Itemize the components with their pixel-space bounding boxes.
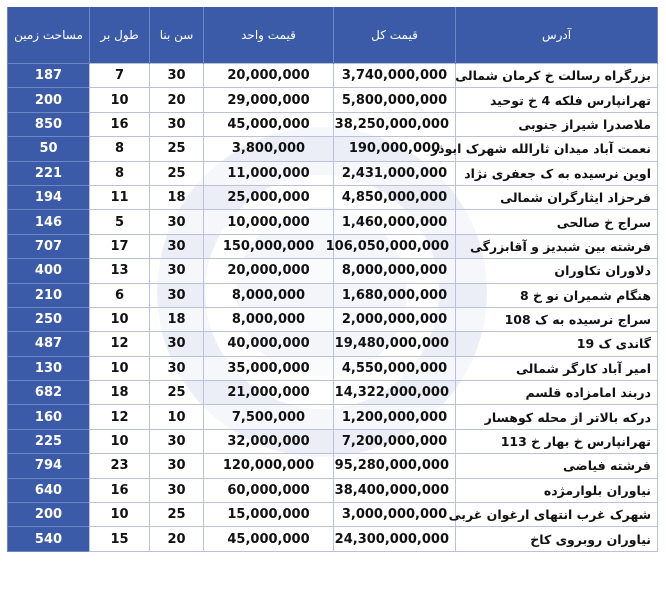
cell-total-price: 19,480,000,000	[334, 332, 456, 356]
cell-total-price: 1,460,000,000	[334, 210, 456, 234]
cell-address: شهرک غرب انتهای ارغوان غربی	[456, 503, 658, 527]
table-row	[8, 429, 658, 453]
cell-total-price: 38,400,000,000	[334, 478, 456, 502]
cell-total-price: 7,200,000,000	[334, 429, 456, 453]
cell-unit-price: 120,000,000	[204, 454, 334, 478]
cell-building-age: 30	[150, 283, 204, 307]
cell-length: 17	[90, 234, 150, 258]
header-land-area: مساحت زمین	[8, 7, 90, 64]
cell-unit-price: 20,000,000	[204, 64, 334, 88]
cell-total-price: 106,050,000,000	[334, 234, 456, 258]
cell-length: 16	[90, 478, 150, 502]
header-unit-price: قیمت واحد	[204, 7, 334, 64]
table-row	[8, 332, 658, 356]
cell-length: 5	[90, 210, 150, 234]
table-row	[8, 112, 658, 136]
cell-unit-price: 29,000,000	[204, 88, 334, 112]
cell-unit-price: 8,000,000	[204, 307, 334, 331]
table-row	[8, 185, 658, 209]
cell-building-age: 25	[150, 503, 204, 527]
cell-total-price: 95,280,000,000	[334, 454, 456, 478]
cell-length: 7	[90, 64, 150, 88]
cell-total-price: 1,200,000,000	[334, 405, 456, 429]
cell-address: دلاوران تکاوران	[456, 259, 658, 283]
cell-address: درکه بالاتر از محله کوهسار	[456, 405, 658, 429]
cell-total-price: 3,740,000,000	[334, 64, 456, 88]
cell-unit-price: 35,000,000	[204, 356, 334, 380]
cell-land-area: 160	[8, 405, 90, 429]
cell-unit-price: 150,000,000	[204, 234, 334, 258]
cell-length: 10	[90, 307, 150, 331]
cell-length: 10	[90, 429, 150, 453]
header-address: آدرس	[456, 7, 658, 64]
cell-address: امیر آباد کارگر شمالی	[456, 356, 658, 380]
cell-building-age: 25	[150, 381, 204, 405]
cell-length: 16	[90, 112, 150, 136]
cell-address: بزرگراه رسالت خ کرمان شمالی	[456, 64, 658, 88]
table-row	[8, 259, 658, 283]
property-price-table	[7, 7, 658, 552]
cell-length: 6	[90, 283, 150, 307]
cell-unit-price: 45,000,000	[204, 112, 334, 136]
cell-land-area: 225	[8, 429, 90, 453]
cell-length: 10	[90, 88, 150, 112]
table-row	[8, 405, 658, 429]
table-row	[8, 307, 658, 331]
cell-length: 10	[90, 503, 150, 527]
table-header-row	[8, 7, 658, 64]
cell-building-age: 30	[150, 454, 204, 478]
cell-land-area: 682	[8, 381, 90, 405]
cell-total-price: 2,431,000,000	[334, 161, 456, 185]
cell-unit-price: 40,000,000	[204, 332, 334, 356]
cell-length: 18	[90, 381, 150, 405]
cell-address: نعمت آباد میدان ثارالله شهرک ابوذر	[456, 137, 658, 161]
table-row	[8, 454, 658, 478]
cell-land-area: 200	[8, 88, 90, 112]
cell-unit-price: 10,000,000	[204, 210, 334, 234]
cell-land-area: 194	[8, 185, 90, 209]
cell-unit-price: 15,000,000	[204, 503, 334, 527]
cell-total-price: 2,000,000,000	[334, 307, 456, 331]
cell-land-area: 130	[8, 356, 90, 380]
cell-land-area: 50	[8, 137, 90, 161]
cell-building-age: 18	[150, 185, 204, 209]
table-row	[8, 478, 658, 502]
header-length: طول بر	[90, 7, 150, 64]
cell-total-price: 5,800,000,000	[334, 88, 456, 112]
table-row	[8, 210, 658, 234]
cell-building-age: 30	[150, 210, 204, 234]
table-row	[8, 88, 658, 112]
cell-land-area: 210	[8, 283, 90, 307]
cell-length: 23	[90, 454, 150, 478]
cell-building-age: 30	[150, 356, 204, 380]
cell-length: 8	[90, 161, 150, 185]
cell-land-area: 707	[8, 234, 90, 258]
cell-length: 12	[90, 405, 150, 429]
cell-address: نیاوران روبروی کاخ	[456, 527, 658, 551]
table-row	[8, 503, 658, 527]
cell-total-price: 38,250,000,000	[334, 112, 456, 136]
cell-address: نیاوران بلوارمژده	[456, 478, 658, 502]
cell-length: 12	[90, 332, 150, 356]
cell-building-age: 20	[150, 527, 204, 551]
cell-building-age: 30	[150, 64, 204, 88]
cell-length: 13	[90, 259, 150, 283]
cell-total-price: 1,680,000,000	[334, 283, 456, 307]
table-row	[8, 234, 658, 258]
cell-building-age: 20	[150, 88, 204, 112]
cell-land-area: 250	[8, 307, 90, 331]
table-body	[8, 64, 658, 552]
cell-unit-price: 11,000,000	[204, 161, 334, 185]
cell-length: 11	[90, 185, 150, 209]
table-row	[8, 527, 658, 551]
cell-unit-price: 60,000,000	[204, 478, 334, 502]
cell-address: سراج نرسیده به ک 108	[456, 307, 658, 331]
table-row	[8, 64, 658, 88]
cell-building-age: 30	[150, 112, 204, 136]
table-row	[8, 283, 658, 307]
cell-land-area: 200	[8, 503, 90, 527]
cell-building-age: 30	[150, 478, 204, 502]
cell-land-area: 540	[8, 527, 90, 551]
cell-land-area: 146	[8, 210, 90, 234]
table-row	[8, 381, 658, 405]
cell-total-price: 190,000,000	[334, 137, 456, 161]
cell-total-price: 4,550,000,000	[334, 356, 456, 380]
cell-building-age: 25	[150, 137, 204, 161]
cell-land-area: 221	[8, 161, 90, 185]
cell-building-age: 25	[150, 161, 204, 185]
cell-total-price: 14,322,000,000	[334, 381, 456, 405]
cell-building-age: 10	[150, 405, 204, 429]
cell-unit-price: 8,000,000	[204, 283, 334, 307]
table-row	[8, 161, 658, 185]
cell-unit-price: 21,000,000	[204, 381, 334, 405]
header-building-age: سن بنا	[150, 7, 204, 64]
cell-length: 8	[90, 137, 150, 161]
cell-building-age: 30	[150, 332, 204, 356]
cell-address: فرحزاد ایثارگران شمالی	[456, 185, 658, 209]
cell-land-area: 640	[8, 478, 90, 502]
cell-unit-price: 3,800,000	[204, 137, 334, 161]
cell-total-price: 3,000,000,000	[334, 503, 456, 527]
cell-building-age: 30	[150, 234, 204, 258]
cell-address: فرشته بین شبدیز و آقابزرگی	[456, 234, 658, 258]
cell-land-area: 850	[8, 112, 90, 136]
cell-length: 15	[90, 527, 150, 551]
table-row	[8, 137, 658, 161]
cell-unit-price: 25,000,000	[204, 185, 334, 209]
header-total-price: قیمت کل	[334, 7, 456, 64]
price-table-container	[7, 7, 657, 552]
cell-address: هنگام شمیران نو خ 8	[456, 283, 658, 307]
cell-address: سراج خ صالحی	[456, 210, 658, 234]
cell-building-age: 18	[150, 307, 204, 331]
cell-unit-price: 45,000,000	[204, 527, 334, 551]
cell-total-price: 24,300,000,000	[334, 527, 456, 551]
cell-address: فرشته فیاضی	[456, 454, 658, 478]
cell-address: تهرانپارس خ بهار خ 113	[456, 429, 658, 453]
cell-address: گاندی ک 19	[456, 332, 658, 356]
cell-land-area: 794	[8, 454, 90, 478]
cell-address: تهرانپارس فلکه 4 خ توحید	[456, 88, 658, 112]
cell-building-age: 30	[150, 259, 204, 283]
cell-total-price: 8,000,000,000	[334, 259, 456, 283]
cell-length: 10	[90, 356, 150, 380]
cell-address: ملاصدرا شیراز جنوبی	[456, 112, 658, 136]
table-row	[8, 356, 658, 380]
cell-address: اوین نرسیده به ک جعفری نژاد	[456, 161, 658, 185]
cell-address: دربند امامزاده قلسم	[456, 381, 658, 405]
cell-land-area: 487	[8, 332, 90, 356]
cell-building-age: 30	[150, 429, 204, 453]
cell-unit-price: 32,000,000	[204, 429, 334, 453]
cell-land-area: 400	[8, 259, 90, 283]
cell-unit-price: 7,500,000	[204, 405, 334, 429]
cell-total-price: 4,850,000,000	[334, 185, 456, 209]
cell-unit-price: 20,000,000	[204, 259, 334, 283]
cell-land-area: 187	[8, 64, 90, 88]
